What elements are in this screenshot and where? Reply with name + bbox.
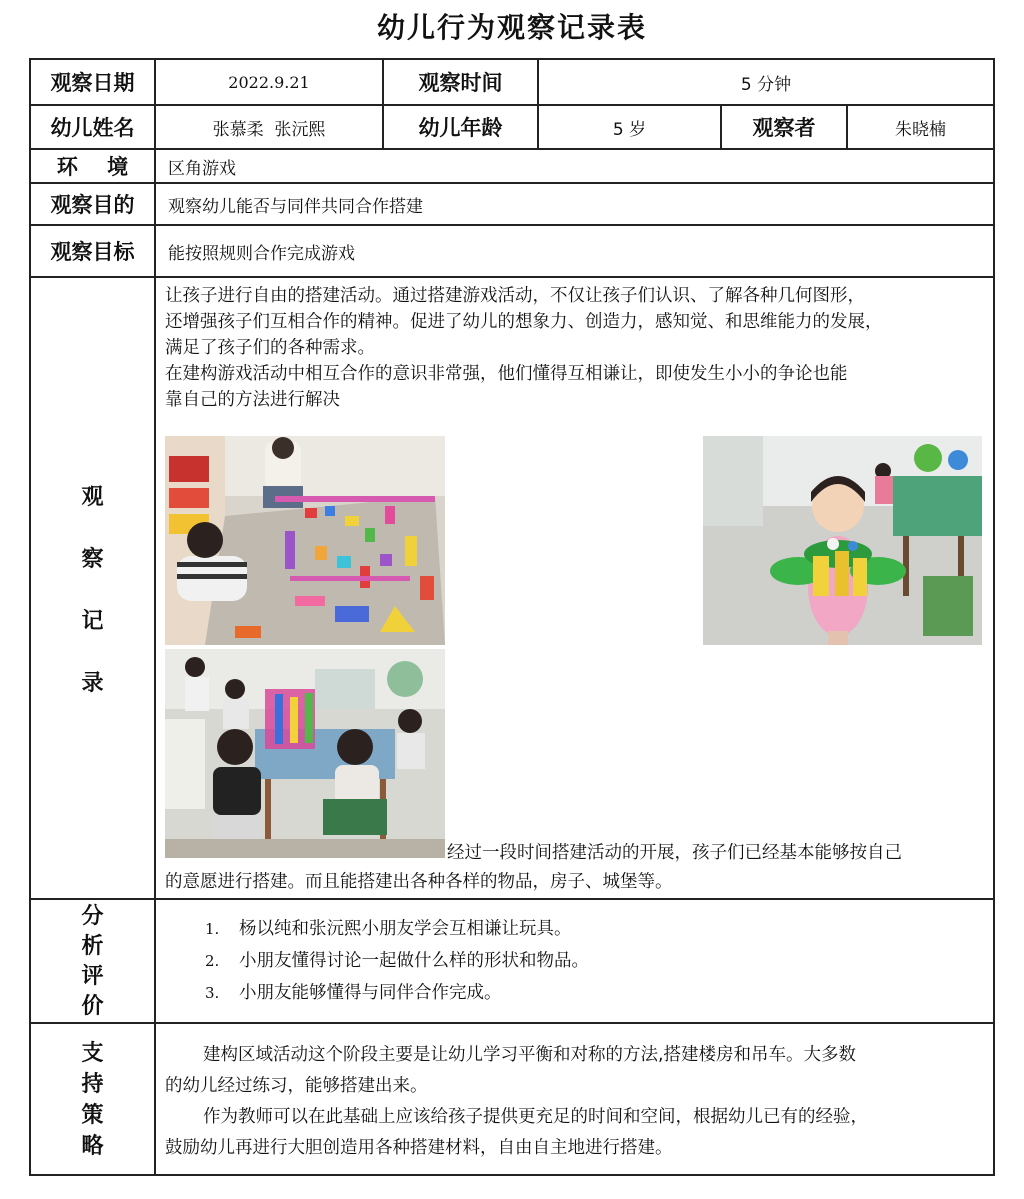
analysis-label	[31, 902, 154, 1022]
observer-value: 朱晓楠	[895, 119, 946, 140]
analysis-label-char: 评	[81, 964, 104, 989]
support-text	[165, 1040, 991, 1164]
record-label	[31, 480, 154, 728]
page-title: 幼儿行为观察记录表	[376, 11, 647, 44]
list-item: 3. 小朋友能够懂得与同伴合作完成。	[205, 983, 502, 1003]
record-label-char: 录	[81, 671, 104, 696]
record-label-char: 观	[81, 485, 104, 510]
support-label-char: 支	[81, 1041, 104, 1066]
observer-label: 观察者	[752, 116, 816, 140]
record-line: 满足了孩子们的各种需求。	[165, 338, 375, 358]
record-line: 让孩子进行自由的搭建活动。通过搭建游戏活动，不仅让孩子们认识、了解各种几何图形，	[165, 286, 865, 306]
date-label: 观察日期	[50, 71, 135, 95]
analysis-label-char: 价	[81, 994, 104, 1019]
environment-value: 区角游戏	[168, 158, 236, 179]
support-line: 作为教师可以在此基础上应该给孩子提供更充足的时间和空间，根据幼儿已有的经验，	[203, 1107, 868, 1127]
time-value: 5 分钟	[740, 74, 792, 95]
support-label	[31, 1038, 154, 1162]
record-line: 还增强孩子们互相合作的精神。促进了幼儿的想象力、创造力，感知觉、和思维能力的发展，	[165, 312, 883, 332]
support-line: 鼓励幼儿再进行大胆创造用各种搭建材料，自由自主地进行搭建。	[165, 1138, 673, 1158]
list-item: 1. 杨以纯和张沅熙小朋友学会互相谦让玩具。	[205, 919, 572, 939]
purpose-label: 观察目的	[50, 193, 135, 217]
support-label-char: 策	[81, 1103, 104, 1128]
time-label: 观察时间	[418, 71, 503, 95]
support-line: 的幼儿经过练习，能够搭建出来。	[165, 1076, 428, 1096]
record-line: 靠自己的方法进行解决	[165, 390, 340, 410]
environment-label: 环 境	[56, 155, 129, 179]
name-label: 幼儿姓名	[50, 116, 135, 140]
support-label-char: 持	[81, 1072, 104, 1097]
list-item: 2. 小朋友懂得讨论一起做什么样的形状和物品。	[205, 951, 589, 971]
goal-label: 观察目标	[50, 240, 135, 264]
record-after-line-1: 经过一段时间搭建活动的开展，孩子们已经基本能够按自己	[447, 843, 902, 863]
goal-value: 能按照规则合作完成游戏	[168, 243, 355, 264]
record-label-char: 察	[81, 547, 104, 572]
analysis-list	[205, 913, 985, 1009]
photo-girl-with-creation	[703, 436, 982, 645]
purpose-value: 观察幼儿能否与同伴共同合作搭建	[168, 196, 423, 217]
record-line: 在建构游戏活动中相互合作的意识非常强，他们懂得互相谦让，即使发生小小的争论也能	[165, 364, 848, 384]
name-value: 张慕柔 张沅熙	[212, 119, 326, 140]
support-line: 建构区域活动这个阶段主要是让幼儿学习平衡和对称的方法,搭建楼房和吊车。大多数	[203, 1045, 857, 1065]
analysis-label-char: 分	[81, 904, 104, 929]
age-label: 幼儿年龄	[418, 116, 503, 140]
record-label-char: 记	[81, 609, 104, 634]
analysis-label-char: 析	[81, 934, 104, 959]
photo-block-building	[165, 436, 445, 645]
support-label-char: 略	[81, 1134, 104, 1159]
age-value: 5 岁	[612, 119, 647, 140]
date-value: 2022.9.21	[228, 72, 310, 92]
photo-table-towers	[165, 649, 445, 858]
record-after-line-2: 的意愿进行搭建。而且能搭建出各种各样的物品，房子、城堡等。	[165, 872, 673, 892]
record-text	[165, 283, 991, 413]
